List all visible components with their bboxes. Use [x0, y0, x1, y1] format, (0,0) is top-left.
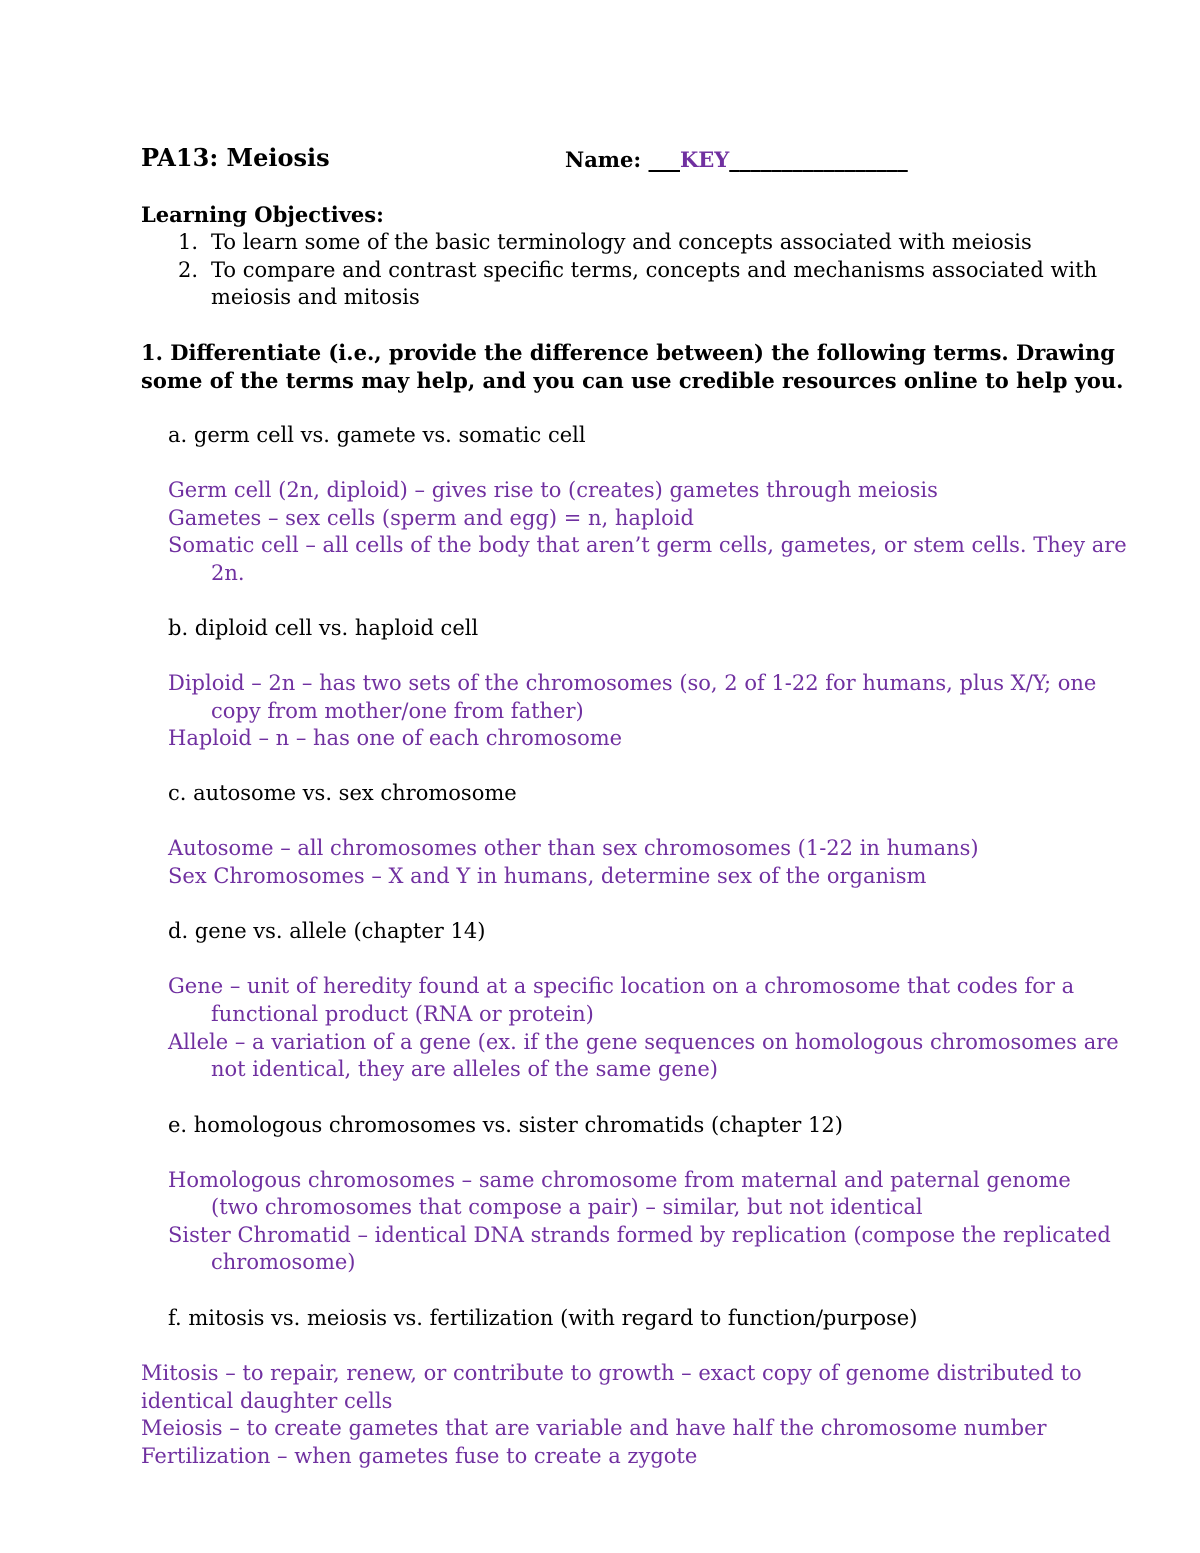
part-d-answer-allele-cont: not identical, they are alleles of the same gene)	[211, 1057, 718, 1081]
part-d-answer-gene: Gene – unit of heredity found at a specific location on a chromosome that codes for a	[168, 974, 1075, 998]
part-d-answer-allele: Allele – a variation of a gene (ex. if the gene sequences on homologous chromosomes are	[168, 1030, 1119, 1054]
part-e-prompt: e. homologous chromosomes vs. sister chromatids (chapter 12)	[168, 1113, 843, 1137]
name-label: Name: ___	[565, 147, 680, 172]
part-a-prompt: a. germ cell vs. gamete vs. somatic cell	[168, 423, 586, 447]
objective-1-text: To learn some of the basic terminology and concepts associated with meiosis	[211, 230, 1032, 254]
part-a-answer-somatic-cell: Somatic cell – all cells of the body that aren’t germ cells, gametes, or stem cells. They are	[168, 533, 1127, 557]
part-b-answer-haploid: Haploid – n – has one of each chromosome	[168, 726, 623, 750]
question-1-line-2: some of the terms may help, and you can use credible resources online to help you.	[141, 368, 1124, 393]
objective-2-number: 2.	[178, 258, 199, 282]
objective-2-text-cont: meiosis and mitosis	[211, 285, 420, 309]
part-f-answer-mitosis-cont: identical daughter cells	[141, 1389, 393, 1413]
part-e-answer-homologous: Homologous chromosomes – same chromosome from maternal and paternal genome	[168, 1168, 1071, 1192]
part-a-answer-germ-cell: Germ cell (2n, diploid) – gives rise to (creates) gametes through meiosis	[168, 478, 938, 502]
part-a-answer-gametes: Gametes – sex cells (sperm and egg) = n, haploid	[168, 506, 694, 530]
objectives-heading: Learning Objectives:	[141, 202, 384, 227]
name-underline: _________________	[729, 147, 908, 172]
page-title: PA13: Meiosis	[141, 143, 330, 172]
part-d-prompt: d. gene vs. allele (chapter 14)	[168, 919, 486, 943]
name-field	[565, 146, 908, 173]
part-a-answer-somatic-cell-cont: 2n.	[211, 561, 245, 585]
part-f-answer-fertilization: Fertilization – when gametes fuse to create a zygote	[141, 1444, 698, 1468]
part-b-answer-diploid: Diploid – 2n – has two sets of the chromosomes (so, 2 of 1-22 for humans, plus X/Y; one	[168, 671, 1097, 695]
part-c-answer-autosome: Autosome – all chromosomes other than sex chromosomes (1-22 in humans)	[168, 836, 979, 860]
part-c-prompt: c. autosome vs. sex chromosome	[168, 781, 517, 805]
part-b-answer-diploid-cont: copy from mother/one from father)	[211, 699, 584, 723]
question-1-line-1: 1. Differentiate (i.e., provide the difference between) the following terms. Drawing	[141, 340, 1115, 365]
objective-1-number: 1.	[178, 230, 199, 254]
part-e-answer-sister-chromatid: Sister Chromatid – identical DNA strands formed by replication (compose the replicated	[168, 1223, 1111, 1247]
part-e-answer-sister-chromatid-cont: chromosome)	[211, 1250, 356, 1274]
name-value: KEY	[679, 147, 730, 172]
part-f-answer-meiosis: Meiosis – to create gametes that are variable and have half the chromosome number	[141, 1416, 1047, 1440]
objective-2-text: To compare and contrast specific terms, concepts and mechanisms associated with	[211, 258, 1098, 282]
part-e-answer-homologous-cont: (two chromosomes that compose a pair) – similar, but not identical	[211, 1195, 923, 1219]
part-f-answer-mitosis: Mitosis – to repair, renew, or contribute to growth – exact copy of genome distributed to	[141, 1361, 1082, 1385]
part-d-answer-gene-cont: functional product (RNA or protein)	[211, 1002, 594, 1026]
part-c-answer-sex-chromosomes: Sex Chromosomes – X and Y in humans, determine sex of the organism	[168, 864, 927, 888]
part-f-prompt: f. mitosis vs. meiosis vs. fertilization (with regard to function/purpose)	[168, 1306, 918, 1330]
part-b-prompt: b. diploid cell vs. haploid cell	[168, 616, 479, 640]
